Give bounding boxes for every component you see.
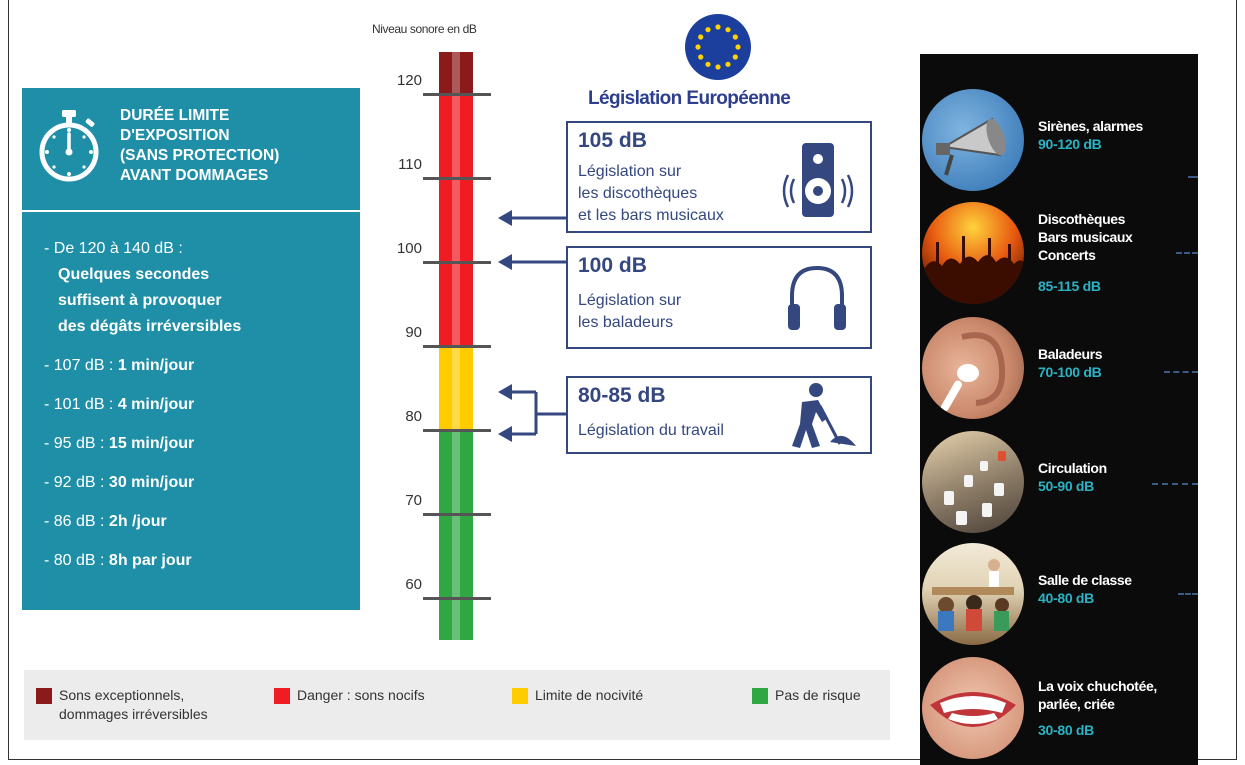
exposure-item-prefix: - 95 dB : <box>44 435 109 452</box>
law-db: 100 dB <box>578 254 647 277</box>
eu-flag-icon <box>685 14 751 80</box>
example-range: 30-80 dB <box>1038 722 1094 738</box>
eu-star <box>705 27 710 32</box>
example-name: Baladeurs <box>1038 346 1103 362</box>
law-text-line: et les bars musicaux <box>578 207 724 224</box>
megaphone-icon <box>922 89 1024 191</box>
exposure-item-prefix: - 80 dB : <box>44 552 109 569</box>
example-name <box>1038 210 1132 264</box>
eu-star <box>735 44 740 49</box>
exposure-item-value: 1 min/jour <box>117 357 195 374</box>
exposure-item-prefix: - De 120 à 140 dB : <box>44 240 183 257</box>
exposure-item <box>44 431 354 457</box>
exposure-item-prefix: - 101 dB : <box>44 396 118 413</box>
law-box-travail <box>566 376 872 454</box>
examples-panel <box>920 54 1198 765</box>
law-text <box>578 290 681 334</box>
exposure-title-line: D'EXPOSITION <box>120 127 230 144</box>
example-connector <box>1178 593 1198 595</box>
law-db: 80-85 dB <box>578 384 666 407</box>
earbud-icon <box>922 317 1024 419</box>
law-text-line: Législation sur <box>578 163 682 180</box>
exposure-item <box>44 509 354 535</box>
gauge-tick <box>423 177 491 180</box>
classroom-icon <box>922 543 1024 645</box>
gauge-tick-label: 100 <box>396 240 422 257</box>
example-salle-classe <box>920 543 1198 653</box>
gauge-tick-label: 120 <box>396 72 422 89</box>
exposure-item-value: 4 min/jour <box>117 396 195 413</box>
legend-label: dommages irréversibles <box>59 706 208 722</box>
mouth-icon <box>922 657 1024 759</box>
example-range: 40-80 dB <box>1038 590 1094 606</box>
law-text-line: les baladeurs <box>578 314 674 331</box>
eu-star <box>698 54 703 59</box>
speaker-icon <box>778 141 858 221</box>
example-connector <box>1188 176 1198 178</box>
exposure-item-value: 30 min/jour <box>108 474 195 491</box>
example-name-line: Concerts <box>1038 247 1096 263</box>
exposure-item <box>44 470 354 496</box>
gauge-tick-label: 90 <box>405 324 422 341</box>
law-text-line: les discothèques <box>578 185 698 202</box>
law-text <box>578 161 724 227</box>
eu-star <box>733 34 738 39</box>
eu-legislation-title: Législation Européenne <box>588 88 791 109</box>
legend-item <box>512 686 643 705</box>
legend-label: Sons exceptionnels, <box>59 687 185 703</box>
eu-star <box>695 44 700 49</box>
exposure-header <box>22 88 360 212</box>
gauge-tick <box>423 513 491 516</box>
exposure-item-value: 15 min/jour <box>108 435 195 452</box>
concert-crowd-icon <box>922 202 1024 304</box>
eu-star <box>725 27 730 32</box>
legend-item <box>274 686 425 705</box>
example-name-line: La voix chuchotée, <box>1038 678 1157 694</box>
law-text-line: Législation sur <box>578 292 682 309</box>
legend-swatch <box>752 688 768 704</box>
gauge-tick-label: 110 <box>398 156 422 173</box>
gauge-tick-label: 70 <box>405 492 422 509</box>
exposure-item <box>44 392 354 418</box>
exposure-item-desc: Quelques secondes <box>58 266 210 283</box>
eu-star <box>705 62 710 67</box>
gauge-tick <box>423 93 491 96</box>
example-range: 85-115 dB <box>1038 278 1101 294</box>
exposure-item-prefix: - 86 dB : <box>44 513 109 530</box>
exposure-title-line: DURÉE LIMITE <box>120 107 230 124</box>
headphones-icon <box>784 260 850 340</box>
exposure-item <box>44 236 354 340</box>
exposure-list <box>44 236 354 587</box>
exposure-item-desc: des dégâts irréversibles <box>58 318 242 335</box>
exposure-item <box>44 548 354 574</box>
traffic-icon <box>922 431 1024 533</box>
exposure-title <box>120 106 350 186</box>
exposure-item-value: 8h par jour <box>108 552 192 569</box>
law-text-line: Législation du travail <box>578 422 724 439</box>
law-box-discotheques <box>566 121 872 233</box>
gauge-tick <box>423 429 491 432</box>
legend-label: Limite de nocivité <box>535 687 644 703</box>
exposure-panel <box>22 88 360 610</box>
eu-star <box>698 34 703 39</box>
exposure-item-desc: suffisent à provoquer <box>58 292 222 309</box>
color-legend <box>24 670 890 740</box>
gauge-tick-label: 60 <box>405 576 422 593</box>
legend-label: Pas de risque <box>775 687 861 703</box>
example-connector <box>1164 371 1198 373</box>
example-name-line: Discothèques <box>1038 211 1125 227</box>
legend-item <box>752 686 861 705</box>
legend-swatch <box>36 688 52 704</box>
example-name: Salle de classe <box>1038 572 1132 588</box>
exposure-title-line: AVANT DOMMAGES <box>120 167 269 184</box>
example-range: 90-120 dB <box>1038 136 1102 152</box>
example-voix <box>920 657 1198 765</box>
eu-star <box>715 64 720 69</box>
legend-swatch <box>274 688 290 704</box>
example-name: Sirènes, alarmes <box>1038 118 1143 134</box>
example-sirens <box>920 89 1198 199</box>
example-baladeurs <box>920 317 1198 427</box>
law-db: 105 dB <box>578 129 647 152</box>
legend-swatch <box>512 688 528 704</box>
example-connector <box>1176 252 1198 254</box>
example-name: Circulation <box>1038 460 1107 476</box>
eu-star <box>725 62 730 67</box>
gauge-tick-label: 80 <box>405 408 422 425</box>
legend-item <box>36 686 208 724</box>
worker-icon <box>782 380 860 452</box>
law-text <box>578 420 724 442</box>
gauge-tick <box>423 345 491 348</box>
example-range: 70-100 dB <box>1038 364 1102 380</box>
example-range: 50-90 dB <box>1038 478 1094 494</box>
exposure-item-prefix: - 92 dB : <box>44 474 109 491</box>
example-discotheques <box>920 202 1198 312</box>
eu-star <box>715 24 720 29</box>
example-name-line: Bars musicaux <box>1038 229 1133 245</box>
exposure-item <box>44 353 354 379</box>
example-connector <box>1152 483 1198 485</box>
legend-label: Danger : sons nocifs <box>297 687 425 703</box>
gauge-label: Niveau sonore en dB <box>372 22 477 36</box>
exposure-item-value: 2h /jour <box>108 513 167 530</box>
law-box-baladeurs <box>566 246 872 349</box>
stopwatch-icon <box>36 108 102 184</box>
eu-star <box>733 54 738 59</box>
exposure-title-line: (SANS PROTECTION) <box>120 147 280 164</box>
gauge-tick <box>423 597 491 600</box>
gauge-tick <box>423 261 491 264</box>
exposure-item-prefix: - 107 dB : <box>44 357 118 374</box>
example-circulation <box>920 431 1198 541</box>
example-name <box>1038 677 1157 713</box>
example-name-line: parlée, criée <box>1038 696 1115 712</box>
